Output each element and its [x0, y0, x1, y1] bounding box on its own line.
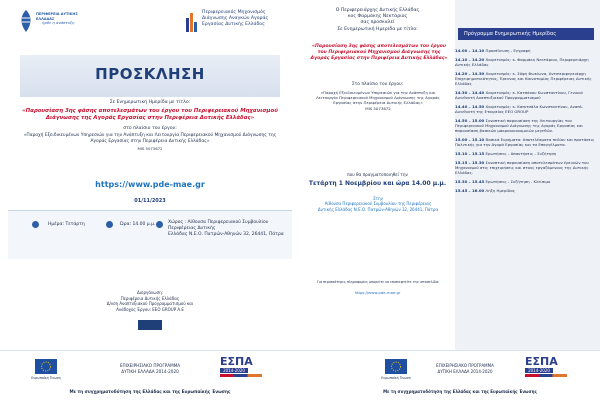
invitation-letter — [300, 8, 455, 33]
clock-icon — [106, 221, 113, 228]
event-title-line: «Παρουσίαση 3ης φάσης αποτελεσμάτων του έργου του Περιφερειακού Μηχανισμού — [22, 108, 278, 114]
program-heading: Πρόγραμμα Ενημερωτικής Ημερίδας — [458, 28, 594, 40]
venue-line: Χώρος : Αίθουσα Περιφερειακού Συμβουλίου Περιφέρειας Δυτικής — [168, 220, 269, 231]
project-title — [10, 133, 290, 145]
mech-title-line: Διάγνωσης Αναγκών Αγοράς — [202, 16, 269, 21]
project-line: «Παροχή Εξειδικευμένων Υπηρεσιών για την Ανάπτυξη και Λειτουργία Περιφερειακού Μηχανισμού Διάγνωσης της — [23, 133, 277, 138]
letter-line: κος Φαρμάκης Νεκτάριος — [347, 14, 408, 20]
location-pin-icon — [156, 221, 163, 228]
organizer-line: Δ/νση Αναπτυξιακού Προγραμματισμού και — [106, 301, 194, 306]
schedule-desc: Συνοπτική παρουσίαση της Λειτουργίας του Περιφερειακού Μηχανισμού Διάγνωσης της Αγοράς Εργασίας και παρουσίαση βασικών μακροοικονομικών μεγεθών. — [455, 118, 583, 133]
event-title — [10, 108, 290, 122]
eu-flag-icon — [385, 359, 407, 374]
schedule-item — [455, 179, 595, 184]
program-line: ΕΠΙΧΕΙΡΗΣΙΑΚΟ ΠΡΟΓΡΑΜΜΑ — [436, 363, 494, 368]
organizer-line: Ανάδοχος Έργου: EEO GROUP A.E — [116, 306, 184, 312]
schedule-item — [455, 71, 595, 86]
schedule-time: 14.20 – 14.30 — [455, 71, 485, 76]
event-day: Ημέρα: Τετάρτη — [48, 222, 85, 227]
schedule-desc: Χαιρετισμός: κ. Καπιτσάλα Κωνσταντίνου, Αναπλ. Διευθυντή της Εταιρείας EEO GROUP — [455, 104, 584, 114]
event-title — [304, 44, 454, 62]
schedule-item — [455, 160, 595, 175]
funding-footer — [300, 350, 600, 400]
schedule-desc: Χαιρετισμός: κ. Φαρμάκη Νεκτάριου, Περιφερειάρχη Δυτικής Ελλάδας — [455, 57, 589, 67]
schedule-desc: Συνοπτική παρουσίαση αποτελεσμάτων έρευνών του Μηχανισμού στις επιχειρήσεις και στους εργαζόμενους της Δυτικής Ελλάδας. — [455, 160, 589, 175]
schedule-time: 15.45 – 16.00 — [455, 188, 485, 193]
schedule-item — [455, 188, 595, 193]
schedule-desc: Ερωτήσεις - Συζήτηση - Κλείσιμο — [485, 179, 551, 184]
eu-caption: Ευρωπαϊκή Ένωση — [381, 376, 411, 380]
mechanism-title — [202, 10, 297, 28]
project-line: Αγοράς Εργασίας στην Περιφέρεια Δυτικής Ελλάδας» — [90, 138, 210, 144]
schedule-time: 14.00 – 14.10 — [455, 48, 485, 53]
letter-line: Σε Ενημερωτική Ημερίδα με τίτλο: — [337, 26, 418, 32]
schedule-item — [455, 48, 595, 53]
event-title-line: του Περιφερειακού Μηχανισμού Διάγνωσης της — [317, 50, 441, 55]
project-line: Εργασίας στην Περιφέρεια Δυτικής Ελλάδας» — [333, 100, 423, 106]
event-title-line: Αγοράς Εργασίας στην Περιφέρεια Δυτικής Ελλάδας» — [310, 56, 448, 61]
organizer-line: Διοργάνωση: — [136, 290, 164, 295]
page-title: ΠΡΟΣΚΛΗΣΗ — [95, 65, 205, 83]
eu-flag-icon — [35, 359, 57, 374]
event-title-line: «Παρουσίαση 3ης φάσης αποτελεσμάτων του έργου — [312, 44, 446, 49]
schedule-item — [455, 151, 595, 156]
venue-line: Ελλάδας Ν.Ε.Ο. Πατρών-Αθηνών 32, 26441, Πάτρα — [168, 232, 284, 237]
framework-label: Στο πλαίσιο του έργου: — [351, 82, 404, 87]
framework-label: στο πλαίσιο του έργου: — [123, 126, 177, 131]
region-logo-text: ΠΕΡΙΦΕΡΕΙΑ ΔΥΤΙΚΗΣ ΕΛΛΑΔΑΣ — [36, 12, 78, 21]
schedule-item — [455, 118, 595, 133]
schedule-time: 15.15 – 15.30 — [455, 160, 485, 165]
espa-logo — [525, 356, 567, 378]
more-info-note: Για περισσότερες πληροφορίες μπορείτε να επισκεφτείτε την ιστοσελίδα: — [316, 280, 440, 284]
program-line: ΕΠΙΧΕΙΡΗΣΙΑΚΟ ΠΡΟΓΡΑΜΜΑ — [119, 363, 181, 368]
schedule-desc: Χαιρετισμός: κ. Κατσάνου Κωνσταντίνου, Γενικού Διευθυντή Αναπτυξιακού Προγραμματισμού — [455, 90, 583, 100]
schedule-item — [455, 137, 595, 147]
cofund-text: Με τη συγχρηματοδότηση της Ελλάδας και της Ευρωπαϊκής Ένωσης — [69, 389, 231, 394]
mech-title-line: Περιφερειακός Μηχανισμός — [202, 10, 266, 15]
operational-program — [415, 363, 515, 374]
event-date: 01/11/2023 — [134, 198, 166, 204]
region-logo — [12, 8, 92, 38]
website-link[interactable]: https://www.pde-mae.gr — [354, 290, 401, 295]
cofund-text: Με τη συγχρηματοδότηση της Ελλάδας και της Ευρωπαϊκής Ένωσης — [383, 389, 537, 394]
schedule-desc: Ερωτήσεις - Απαντήσεις - Συζήτηση — [485, 151, 557, 156]
where-line: Στην — [373, 196, 383, 201]
schedule-time: 14.50 – 15.00 — [455, 118, 485, 123]
project-line: MIS 5073672 — [365, 105, 391, 111]
schedule-time: 15.10 – 15.15 — [455, 151, 485, 156]
program-line: ΔΥΤΙΚΗ ΕΛΛΑΔΑ 2014-2020 — [437, 368, 493, 374]
program-line: ΔΥΤΙΚΗ ΕΛΛΑΔΑ 2014-2020 — [121, 368, 179, 374]
mechanism-logo — [185, 10, 295, 40]
espa-text: ΕΣΠΑ — [525, 355, 558, 368]
schedule-desc: Χαιρετισμός: κ. Σόφη Φωκίωνα, Αντιπεριφερειάρχη Επιχειρηματικότητας, Έρευνας και Καινοτομίας Περιφέρειας Δυτικής Ελλάδας — [455, 71, 592, 86]
letter-line: σας προσκαλεί — [360, 20, 395, 26]
event-when: Τετάρτη 1 Νοεμβρίου και ώρα 14.00 μ.μ. — [308, 180, 447, 187]
schedule-desc: Βασικά Ευρήματα: Αποτελέσματα πεδίου και προτάσεις Πολιτικής για την Αγορά Εργασίας και τα Επαγγέλματα. — [455, 137, 595, 147]
schedule-item — [455, 57, 595, 67]
organizer-block — [80, 290, 220, 312]
website-link[interactable]: https://www.pde-mae.gr — [95, 180, 205, 189]
when-label: που θα πραγματοποιηθεί την — [347, 172, 408, 177]
event-title-line: Διάγνωσης της Αγοράς Εργασίας στην Περιφέρεια Δυτικής Ελλάδας» — [45, 115, 255, 121]
project-title — [304, 90, 452, 111]
event-venue — [168, 220, 292, 238]
intro-text: Σε Ενημερωτική Ημερίδα με τίτλο: — [109, 100, 191, 105]
espa-stripe — [220, 374, 262, 377]
bars-logo-icon — [185, 10, 199, 32]
espa-years: 2014-2020 — [525, 368, 553, 373]
project-line: «Παροχή Εξειδικευμένων Υπηρεσιών για την Ανάπτυξη και — [320, 90, 436, 95]
where-line: Αίθουσα Περιφερειακού Συμβουλίου της Περιφέρειας — [324, 201, 432, 207]
region-emblem-icon — [16, 8, 36, 34]
schedule-time: 15.30 – 15.45 — [455, 179, 485, 184]
schedule-time: 14.10 – 14.20 — [455, 57, 485, 62]
calendar-icon — [32, 221, 39, 228]
organizer-line: Περιφέρεια Δυτικής Ελλάδας — [120, 295, 180, 301]
espa-logo — [220, 356, 262, 378]
schedule-item — [455, 104, 595, 114]
espa-years: 2014-2020 — [220, 368, 248, 373]
event-info-box — [8, 210, 292, 259]
mech-title-line: Εργασίας Δυτικής Ελλάδος — [202, 22, 265, 27]
schedule-desc: Προσέλευση - Εγγραφή — [485, 48, 531, 53]
schedule-time: 15.00 – 15.10 — [455, 137, 485, 142]
schedule-time: 14.40 – 14.50 — [455, 104, 485, 109]
funding-footer — [0, 350, 300, 400]
where-line: Δυτικής Ελλάδας Ν.Ε.Ο. Πατρών-Αθηνών 32, 26441, Πάτρα — [317, 206, 439, 212]
event-time: Ώρα: 14.00 μ.μ. — [120, 222, 156, 227]
project-line: Λειτουργία Περιφερειακού Μηχανισμού Διάγνωσης της Αγοράς — [316, 95, 440, 101]
eeo-group-logo — [138, 320, 162, 330]
eu-caption: Ευρωπαϊκή Ένωση — [31, 376, 61, 380]
espa-text: ΕΣΠΑ — [220, 355, 253, 368]
schedule-list — [455, 48, 595, 197]
schedule-time: 14.30 – 14.40 — [455, 90, 485, 95]
schedule-desc: Λήξη Ημερίδας — [485, 188, 516, 193]
letter-line: Ο Περιφερειάρχης Δυτικής Ελλάδας — [335, 8, 420, 13]
operational-program — [95, 363, 205, 374]
mis-code: MIS 5073672 — [137, 146, 163, 151]
event-where — [302, 196, 454, 212]
region-logo-sub: ήρθε η ανάπτυξη — [42, 20, 75, 25]
invitation-page-back — [300, 0, 600, 400]
espa-stripe — [525, 374, 567, 377]
schedule-item — [455, 90, 595, 100]
